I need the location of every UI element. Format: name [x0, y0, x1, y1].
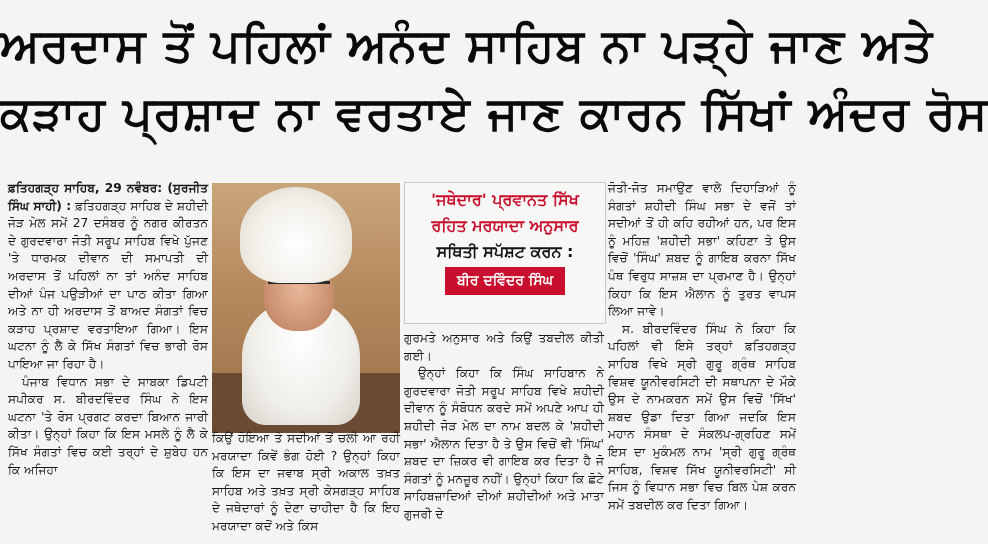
- article-column-3: [404, 330, 604, 542]
- photo-turban: [240, 187, 352, 283]
- subhead-line-2: ਰਹਿਤ ਮਰਯਾਦਾ ਅਨੁਸਾਰ: [431, 216, 579, 235]
- photo-glasses: [268, 281, 330, 300]
- article-column-4: [608, 180, 796, 542]
- article-paragraph: ਗੁਰਮਤੇ ਅਨੁਸਾਰ ਅਤੇ ਕਿਉਂ ਤਬਦੀਲ ਕੀਤੀ ਗਈ।: [404, 331, 604, 363]
- headline-line-1: ਅਰਦਾਸ ਤੋਂ ਪਹਿਲਾਂ ਅਨੰਦ ਸਾਹਿਬ ਨਾ ਪੜ੍ਹੇ ਜਾਣ ਅਤੇ: [0, 18, 934, 72]
- article-paragraph: ਜੋਤੀ-ਜੋਤ ਸਮਾਉਣ ਵਾਲੇ ਦਿਹਾੜਿਆਂ ਨੂੰ ਸੰਗਤਾਂ ਸ਼ਹੀਦੀ ਸਿੰਘ ਸਭਾ ਦੇ ਵਜੋਂ ਤਾਂ ਸਦੀਆਂ ਤੋਂ ਹੀ ਕਹਿ ਰਹੀਆਂ ਹਨ, ਪਰ ਇਸ ਨੂੰ ਮਹਿਜ਼ 'ਸ਼ਹੀਦੀ ਸਭਾ' ਕਹਿਣਾ ਤੇ ਉਸ ਵਿਚੋਂ 'ਸਿੰਘ' ਸ਼ਬਦ ਨੂੰ ਗਾਇਬ ਕਰਨਾ ਸਿੱਖ ਪੰਥ ਵਿਰੁਧ ਸਾਜ਼ਸ਼ ਦਾ ਪ੍ਰਮਾਣ ਹੈ। ਉਨ੍ਹਾਂ ਕਿਹਾ ਕਿ ਇਸ ਐਲਾਨ ਨੂੰ ਤੁਰਤ ਵਾਪਸ ਲਿਆ ਜਾਵੇ।: [608, 181, 796, 319]
- article-paragraph: ਸ. ਬੀਰਦਵਿੰਦਰ ਸਿੰਘ ਨੇ ਕਿਹਾ ਕਿ ਪਹਿਲਾਂ ਵੀ ਇਸੇ ਤਰ੍ਹਾਂ ਫ਼ਤਿਹਗੜ੍ਹ ਸਾਹਿਬ ਵਿਖੇ ਸ੍ਰੀ ਗੁਰੂ ਗ੍ਰੰਥ ਸਾਹਿਬ ਵਿਸ਼ਵ ਯੂਨੀਵਰਸਿਟੀ ਦੀ ਸਥਾਪਨਾ ਦੇ ਮੌਕੇ ਉਸ ਦੇ ਨਾਮਕਰਨ ਸਮੇਂ ਉਸ ਵਿਚੋਂ 'ਸਿੱਖ' ਸ਼ਬਦ ਉਡਾ ਦਿਤਾ ਗਿਆ ਜਦਕਿ ਇਸ ਮਹਾਨ ਸੰਸਥਾ ਦੇ ਸੰਕਲਪ-ਗ੍ਰਹਿਣ ਸਮੇਂ ਇਸ ਦਾ ਮੁਕੰਮਲ ਨਾਮ 'ਸ੍ਰੀ ਗੁਰੂ ਗ੍ਰੰਥ ਸਾਹਿਬ, ਵਿਸ਼ਵ ਸਿੱਖ ਯੂਨੀਵਰਸਿਟੀ' ਸੀ ਜਿਸ ਨੂੰ ਵਿਧਾਨ ਸਭਾ ਵਿਚ ਬਿਲ ਪੇਸ਼ ਕਰਨ ਸਮੇਂ ਤਬਦੀਲ ਕਰ ਦਿਤਾ ਗਿਆ।: [608, 321, 796, 512]
- article-paragraph: ਪੰਜਾਬ ਵਿਧਾਨ ਸਭਾ ਦੇ ਸਾਬਕਾ ਡਿਪਟੀ ਸਪੀਕਰ ਸ. ਬੀਰਦਵਿੰਦਰ ਸਿੰਘ ਨੇ ਇਸ ਘਟਨਾ 'ਤੇ ਰੋਸ ਪ੍ਰਗਟ ਕਰਦਾ ਬਿਆਨ ਜਾਰੀ ਕੀਤਾ। ਉਨ੍ਹਾਂ ਕਿਹਾ ਕਿ ਇਸ ਮਸਲੇ ਨੂੰ ਲੈ ਕੇ ਸਿੱਖ ਸੰਗਤਾਂ ਵਿਚ ਕਈ ਤਰ੍ਹਾਂ ਦੇ ਸ਼ੁਬੇਹ ਹਨ ਕਿ ਅਜਿਹਾ: [8, 374, 208, 477]
- subhead-line-3: ਸਥਿਤੀ ਸਪੱਸ਼ਟ ਕਰਨ :: [436, 242, 574, 261]
- article-paragraph: ਕਿਉਂ ਹੋਇਆ ਤੇ ਸਦੀਆਂ ਤੋਂ ਚਲੀ ਆ ਰਹੀ ਮਰਯਾਦਾ ਕਿਵੇਂ ਭੰਗ ਹੋਈ ? ਉਨ੍ਹਾਂ ਕਿਹਾ ਕਿ ਇਸ ਦਾ ਜਵਾਬ ਸ੍ਰੀ ਅਕਾਲ ਤਖ਼ਤ ਸਾਹਿਬ ਅਤੇ ਤਖ਼ਤ ਸ੍ਰੀ ਕੇਸਗੜ੍ਹ ਸਾਹਿਬ ਦੇ ਜਥੇਦਾਰਾਂ ਨੂੰ ਦੇਣਾ ਚਾਹੀਦਾ ਹੈ ਕਿ ਇਹ ਮਰਯਾਦਾ ਕਦੋਂ ਅਤੇ ਕਿਸ: [212, 431, 400, 533]
- headline: [0, 0, 988, 144]
- article-column-1: [8, 180, 208, 542]
- subhead-line-1: 'ਜਥੇਦਾਰ' ਪ੍ਰਵਾਨਤ ਸਿੱਖ: [431, 190, 579, 209]
- article-paragraph: [8, 180, 208, 374]
- article-paragraph: ਉਨ੍ਹਾਂ ਕਿਹਾ ਕਿ ਸਿੰਘ ਸਾਹਿਬਾਨ ਨੇ ਗੁਰਦਵਾਰਾ ਜੋਤੀ ਸਰੂਪ ਸਾਹਿਬ ਵਿਖੇ ਸ਼ਹੀਦੀ ਦੀਵਾਨ ਨੂੰ ਸੰਬੋਧਨ ਕਰਦੇ ਸਮੇਂ ਅਪਣੇ ਆਪ ਹੀ ਸ਼ਹੀਦੀ ਜੋੜ ਮੇਲ ਦਾ ਨਾਮ ਬਦਲ ਕੇ 'ਸ਼ਹੀਦੀ ਸਭਾ' ਐਲਾਨ ਦਿਤਾ ਹੈ ਤੇ ਉਸ ਵਿਚੋਂ ਵੀ 'ਸਿੰਘ' ਸ਼ਬਦ ਦਾ ਜ਼ਿਕਰ ਵੀ ਗਾਇਬ ਕਰ ਦਿਤਾ ਹੈ ਜੋ ਸੰਗਤਾਂ ਨੂੰ ਮਨਜ਼ੂਰ ਨਹੀਂ। ਉਨ੍ਹਾਂ ਕਿਹਾ ਕਿ ਛੋਟੇ ਸਾਹਿਬਜ਼ਾਦਿਆਂ ਦੀਆਂ ਸ਼ਹੀਦੀਆਂ ਅਤੇ ਮਾਤਾ ਗੁਜਰੀ ਦੇ: [404, 366, 604, 521]
- headline-line-2: ਕੜਾਹ ਪ੍ਰਸ਼ਾਦ ਨਾ ਵਰਤਾਏ ਜਾਣ ਕਾਰਨ ਸਿੱਖਾਂ ਅੰਦਰ ਰੋਸ: [0, 86, 988, 140]
- dateline: ਫ਼ਤਿਹਗੜ੍ਹ ਸਾਹਿਬ, 29 ਨਵੰਬਰ: (ਸੁਰਜੀਤ ਸਿੰਘ ਸਾਹੀ) :: [8, 181, 208, 213]
- byline-badge: ਬੀਰ ਦਵਿੰਦਰ ਸਿੰਘ: [445, 267, 565, 295]
- subheadline-box: [404, 182, 606, 324]
- article-column-2: [212, 430, 400, 542]
- portrait-photo: [212, 183, 400, 425]
- article-text: ਫ਼ਤਿਹਗੜ੍ਹ ਸਾਹਿਬ ਦੇ ਸ਼ਹੀਦੀ ਜੋੜ ਮੇਲ ਸਮੇਂ 27 ਦਸੰਬਰ ਨੂੰ ਨਗਰ ਕੀਰਤਨ ਦੇ ਗੁਰਦਵਾਰਾ ਜੋਤੀ ਸਰੂਪ ਸਾਹਿਬ ਵਿਖੇ ਪੁੱਜਣ 'ਤੇ ਧਾਰਮਕ ਦੀਵਾਨ ਦੀ ਸਮਾਪਤੀ ਦੀ ਅਰਦਾਸ ਤੋਂ ਪਹਿਲਾਂ ਨਾ ਤਾਂ ਅਨੰਦ ਸਾਹਿਬ ਦੀਆਂ ਪੰਜ ਪਉੜੀਆਂ ਦਾ ਪਾਠ ਕੀਤਾ ਗਿਆ ਅਤੇ ਨਾ ਹੀ ਅਰਦਾਸ ਤੋਂ ਬਾਅਦ ਸੰਗਤਾਂ ਵਿਚ ਕੜਾਹ ਪ੍ਰਸ਼ਾਦ ਵਰਤਾਇਆ ਗਿਆ। ਇਸ ਘਟਨਾ ਨੂੰ ਲੈ ਕੇ ਸਿੱਖ ਸੰਗਤਾਂ ਵਿਚ ਭਾਰੀ ਰੋਸ ਪਾਇਆ ਜਾ ਰਿਹਾ ਹੈ।: [8, 198, 209, 371]
